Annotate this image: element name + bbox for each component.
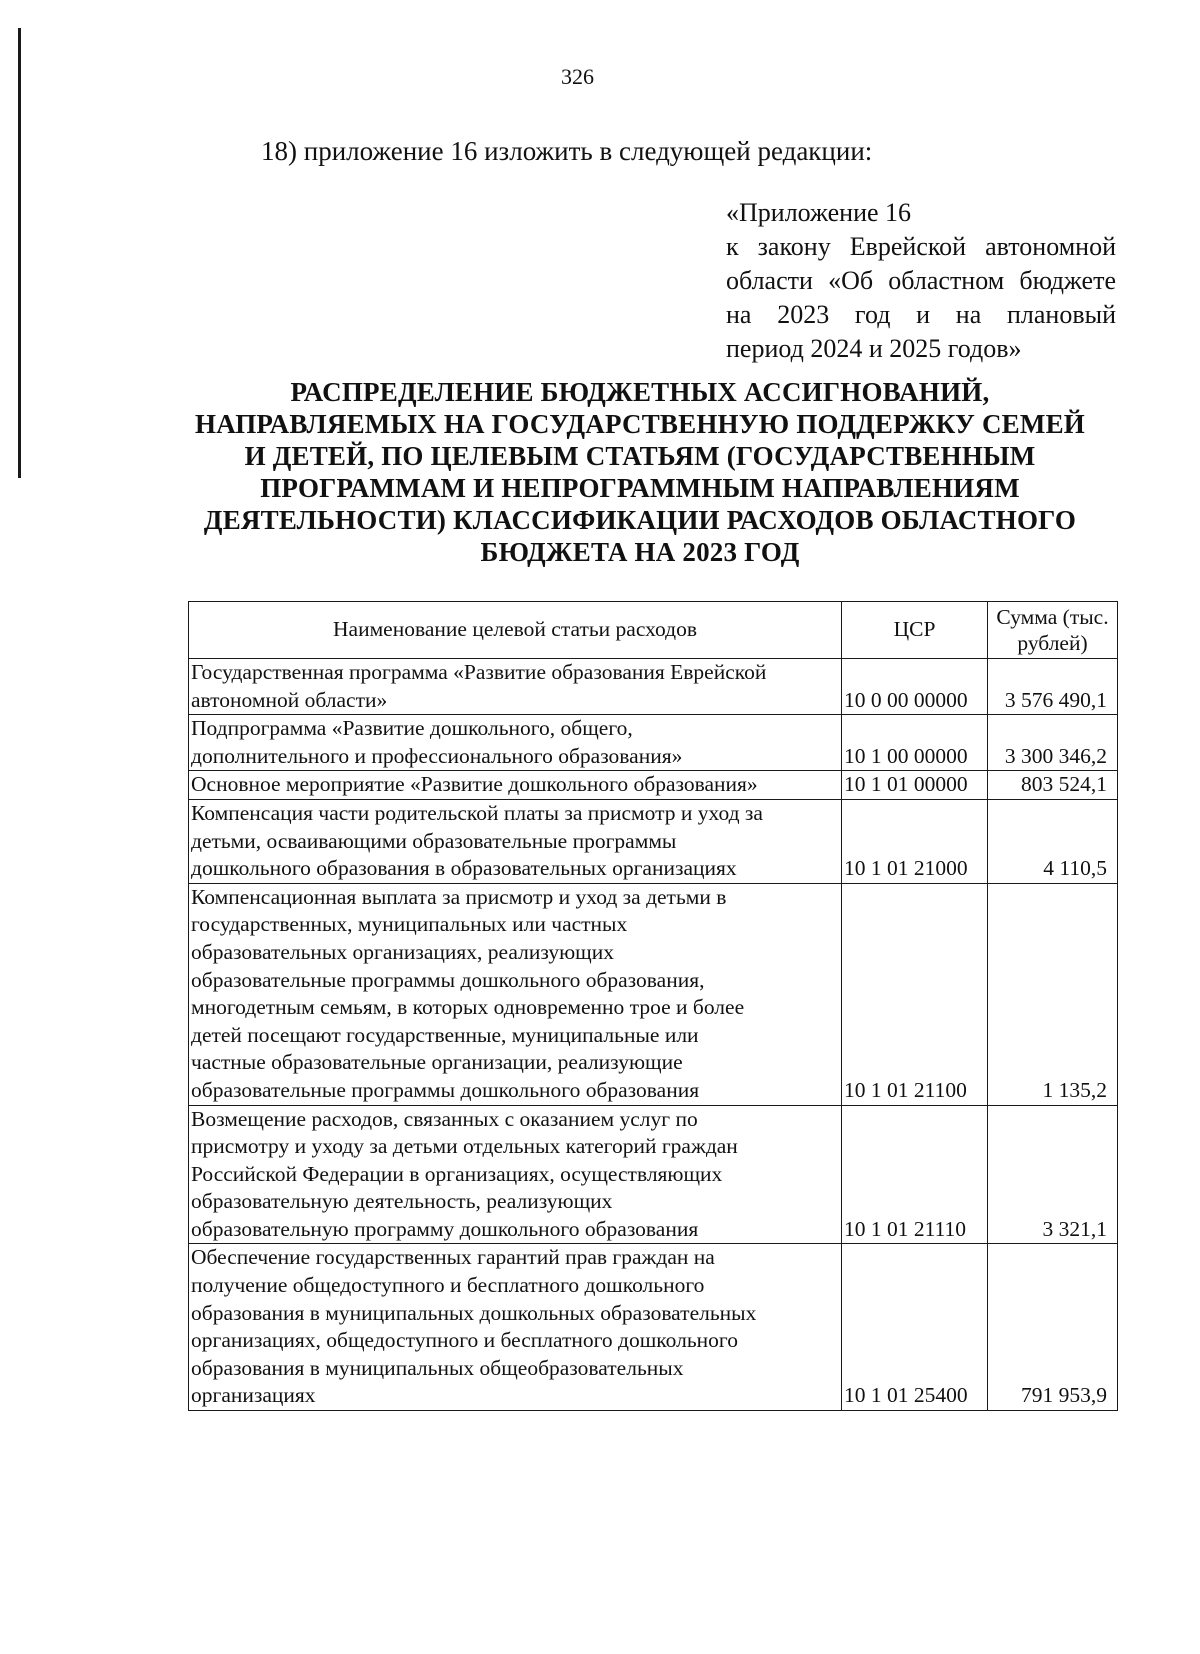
- header-sum: [988, 602, 1118, 659]
- cell-name: [189, 883, 842, 1105]
- table-row: [189, 1244, 1118, 1411]
- cell-name-line: получение общедоступного и бесплатного дошкольного: [191, 1273, 705, 1298]
- cell-name: [189, 1105, 842, 1244]
- table-row: [189, 799, 1118, 883]
- cell-sum: 803 524,1: [988, 771, 1118, 800]
- cell-name-line: Возмещение расходов, связанных с оказанием услуг по: [191, 1106, 698, 1131]
- cell-name-line: образования в муниципальных общеобразовательных: [191, 1355, 684, 1380]
- cell-name-line: частные образовательные организации, реализующие: [191, 1050, 683, 1075]
- table-row: [189, 883, 1118, 1105]
- cell-name-line: дошкольного образования в образовательных организациях: [191, 856, 737, 881]
- table-body: [189, 659, 1118, 1411]
- appendix-line: на 2023 год и на плановый: [726, 300, 1116, 329]
- cell-name-line: образовательные программы дошкольного образования,: [191, 967, 705, 992]
- heading-line: НАПРАВЛЯЕМЫХ НА ГОСУДАРСТВЕННУЮ ПОДДЕРЖКУ СЕМЕЙ: [195, 409, 1085, 439]
- appendix-line: период 2024 и 2025 годов»: [726, 334, 1022, 363]
- heading-line: ДЕЯТЕЛЬНОСТИ) КЛАССИФИКАЦИИ РАСХОДОВ ОБЛАСТНОГО: [203, 505, 1077, 535]
- cell-sum: 3 576 490,1: [988, 659, 1118, 715]
- margin-line: [18, 28, 21, 478]
- cell-name-line: Государственная программа «Развитие образования Еврейской: [191, 660, 767, 684]
- cell-name-line: многодетным семьям, в которых одновременно трое и более: [191, 995, 745, 1020]
- cell-name-line: образовательную деятельность, реализующих: [191, 1189, 613, 1214]
- cell-code: 10 1 01 25400: [842, 1244, 988, 1411]
- heading-line: И ДЕТЕЙ, ПО ЦЕЛЕВЫМ СТАТЬЯМ (ГОСУДАРСТВЕННЫМ: [244, 441, 1036, 471]
- cell-name-line: Российской Федерации в организациях, осуществляющих: [191, 1161, 723, 1186]
- cell-code: 10 1 01 00000: [842, 771, 988, 800]
- cell-name-line: Компенсационная выплата за присмотр и уход за детьми в: [191, 884, 727, 909]
- cell-name-line: Основное мероприятие «Развитие дошкольного образования»: [191, 772, 758, 797]
- appendix-line: «Приложение 16: [726, 198, 912, 227]
- cell-sum: 791 953,9: [988, 1244, 1118, 1411]
- cell-code: 10 1 01 21100: [842, 883, 988, 1105]
- cell-code: 10 1 00 00000: [842, 715, 988, 771]
- cell-name-line: государственных, муниципальных или частных: [191, 912, 628, 937]
- cell-name-line: организациях: [191, 1383, 316, 1408]
- cell-sum: 1 135,2: [988, 883, 1118, 1105]
- cell-code: 10 1 01 21110: [842, 1105, 988, 1244]
- cell-sum: 3 321,1: [988, 1105, 1118, 1244]
- cell-name-line: автономной области»: [191, 687, 388, 712]
- cell-name-line: Компенсация части родительской платы за присмотр и уход за: [191, 800, 763, 825]
- cell-name-line: образовательную программу дошкольного образования: [191, 1216, 699, 1241]
- page-number: 326: [561, 64, 594, 89]
- table-row: [189, 1105, 1118, 1244]
- cell-code: 10 1 01 21000: [842, 799, 988, 883]
- heading-line: РАСПРЕДЕЛЕНИЕ БЮДЖЕТНЫХ АССИГНОВАНИЙ,: [290, 377, 990, 407]
- table-row: [189, 715, 1118, 771]
- cell-name-line: образования в муниципальных дошкольных образовательных: [191, 1300, 757, 1325]
- cell-name: [189, 659, 842, 715]
- table-header-row: [189, 602, 1118, 659]
- cell-name-line: детей посещают государственные, муниципальные или: [191, 1022, 699, 1047]
- cell-name-line: дополнительного и профессионального образования»: [191, 743, 683, 768]
- cell-name: [189, 715, 842, 771]
- intro-paragraph: 18) приложение 16 изложить в следующей редакции:: [261, 136, 873, 166]
- cell-name-line: Подпрограмма «Развитие дошкольного, общего,: [191, 716, 633, 741]
- cell-name-line: Обеспечение государственных гарантий прав граждан на: [191, 1245, 715, 1270]
- heading-line: ПРОГРАММАМ И НЕПРОГРАММНЫМ НАПРАВЛЕНИЯМ: [260, 473, 1020, 503]
- cell-name-line: детьми, осваивающими образовательные программы: [191, 828, 677, 853]
- header-sum-line: Сумма (тыс.: [996, 605, 1109, 629]
- appendix-reference: [726, 196, 1116, 366]
- cell-name-line: присмотру и уходу за детьми отдельных категорий граждан: [191, 1134, 738, 1159]
- cell-name: [189, 771, 842, 800]
- cell-sum: 3 300 346,2: [988, 715, 1118, 771]
- budget-table: [188, 601, 1118, 1411]
- cell-name-line: организациях, общедоступного и бесплатного дошкольного: [191, 1328, 738, 1353]
- appendix-line: области «Об областном бюджете: [726, 266, 1116, 295]
- table-row: [189, 771, 1118, 800]
- cell-name: [189, 799, 842, 883]
- cell-name-line: образовательные программы дошкольного образования: [191, 1077, 700, 1102]
- cell-code: 10 0 00 00000: [842, 659, 988, 715]
- header-sum-line: рублей): [1017, 631, 1088, 655]
- table-row: [189, 659, 1118, 715]
- header-name: Наименование целевой статьи расходов: [189, 602, 842, 659]
- heading-line: БЮДЖЕТА НА 2023 ГОД: [480, 537, 800, 567]
- appendix-line: к закону Еврейской автономной: [726, 232, 1116, 261]
- document-heading: [160, 376, 1120, 568]
- cell-name: [189, 1244, 842, 1411]
- cell-name-line: образовательных организациях, реализующих: [191, 939, 614, 964]
- cell-sum: 4 110,5: [988, 799, 1118, 883]
- header-code: ЦСР: [842, 602, 988, 659]
